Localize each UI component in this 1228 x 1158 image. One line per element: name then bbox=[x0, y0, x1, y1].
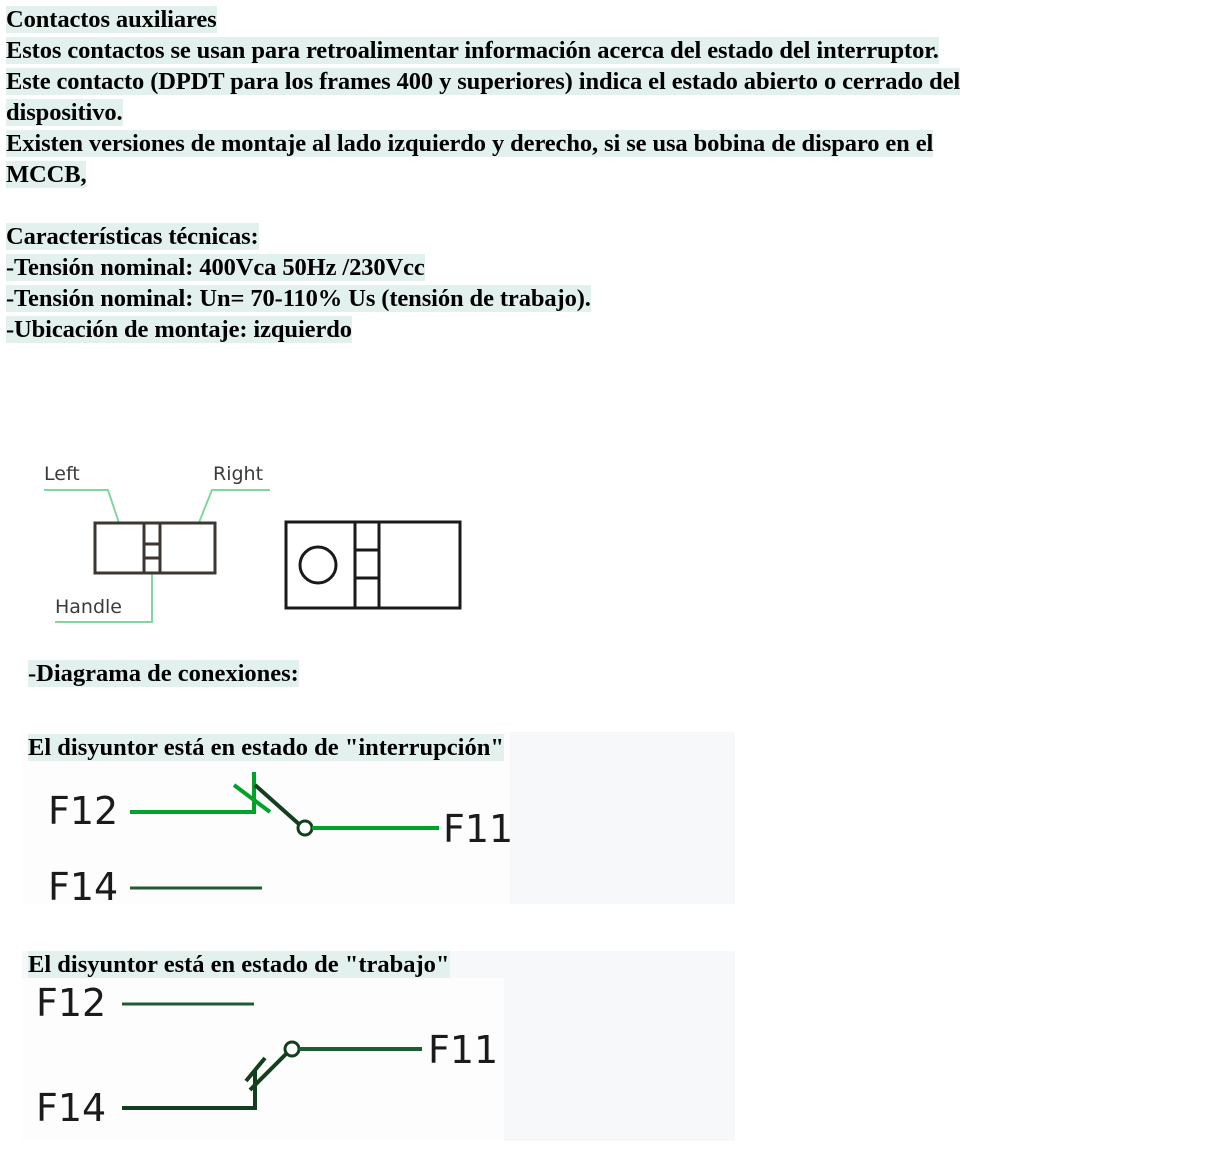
terminal-label-f14: F14 bbox=[48, 865, 119, 904]
spec-line-3-text: -Ubicación de montaje: izquierdo bbox=[6, 316, 352, 343]
terminal-label-f12: F12 bbox=[48, 789, 119, 833]
circuit-closed-svg bbox=[22, 978, 522, 1141]
spec-line-3 bbox=[6, 314, 1221, 345]
circuit-panel-closed-title bbox=[28, 949, 450, 980]
paragraph-line-1 bbox=[6, 35, 1221, 66]
terminal-label-f14: F14 bbox=[36, 1086, 107, 1130]
specs-heading bbox=[6, 221, 1221, 252]
mechanical-diagram-svg bbox=[0, 440, 520, 650]
label-handle: Handle bbox=[55, 596, 123, 618]
paragraph-line-1-text: Estos contactos se usan para retroalimentar información acerca del estado del interruptor. bbox=[6, 37, 939, 64]
right-device-button-icon bbox=[300, 547, 336, 583]
paragraph-line-5-text: MCCB, bbox=[6, 161, 87, 188]
document-text-block bbox=[6, 4, 1221, 345]
paragraph-line-2 bbox=[6, 66, 1221, 97]
paragraph-line-3-text: dispositivo. bbox=[6, 99, 123, 126]
spec-line-1 bbox=[6, 252, 1221, 283]
terminal-label-f12: F12 bbox=[36, 981, 107, 1025]
contact-node-icon bbox=[285, 1042, 299, 1056]
paragraph-line-2-text: Este contacto (DPDT para los frames 400 y superiores) indica el estado abierto o cerrado del bbox=[6, 68, 961, 95]
mechanical-mounting-diagram bbox=[0, 440, 520, 650]
right-device-handle-strip bbox=[355, 522, 379, 608]
spec-line-2 bbox=[6, 283, 1221, 314]
paragraph-line-5 bbox=[6, 159, 1221, 190]
spec-line-1-text: -Tensión nominal: 400Vca 50Hz /230Vcc bbox=[6, 254, 425, 281]
wiring-diagram-caption bbox=[28, 658, 299, 689]
contact-node-icon bbox=[298, 821, 312, 835]
circuit-panel-open-title-text: El disyuntor está en estado de "interrupción" bbox=[28, 734, 504, 761]
circuit-panel-open-title bbox=[28, 732, 504, 763]
paragraph-line-4 bbox=[6, 128, 1221, 159]
terminal-label-f11: F11 bbox=[428, 1028, 499, 1072]
wiring-diagram-caption-text: -Diagrama de conexiones: bbox=[28, 660, 299, 687]
spec-line-2-text: -Tensión nominal: Un= 70-110% Us (tensión de trabajo). bbox=[6, 285, 591, 312]
circuit-closed-drawing bbox=[22, 978, 522, 1141]
blank-line bbox=[6, 190, 1221, 221]
wire-f12 bbox=[130, 772, 254, 812]
circuit-panel-closed-title-text: El disyuntor está en estado de "trabajo" bbox=[28, 951, 450, 978]
left-device-handle-strip bbox=[144, 523, 160, 573]
paragraph-line-4-text: Existen versiones de montaje al lado izquierdo y derecho, si se usa bobina de disparo en el bbox=[6, 130, 934, 157]
section-heading bbox=[6, 4, 1221, 35]
label-right: Right bbox=[213, 463, 264, 485]
specs-heading-text: Características técnicas: bbox=[6, 223, 259, 250]
section-heading-text: Contactos auxiliares bbox=[6, 6, 217, 33]
label-left: Left bbox=[44, 463, 80, 485]
terminal-label-f11: F11 bbox=[443, 807, 514, 851]
wire-f14 bbox=[122, 1070, 255, 1108]
paragraph-line-3 bbox=[6, 97, 1221, 128]
